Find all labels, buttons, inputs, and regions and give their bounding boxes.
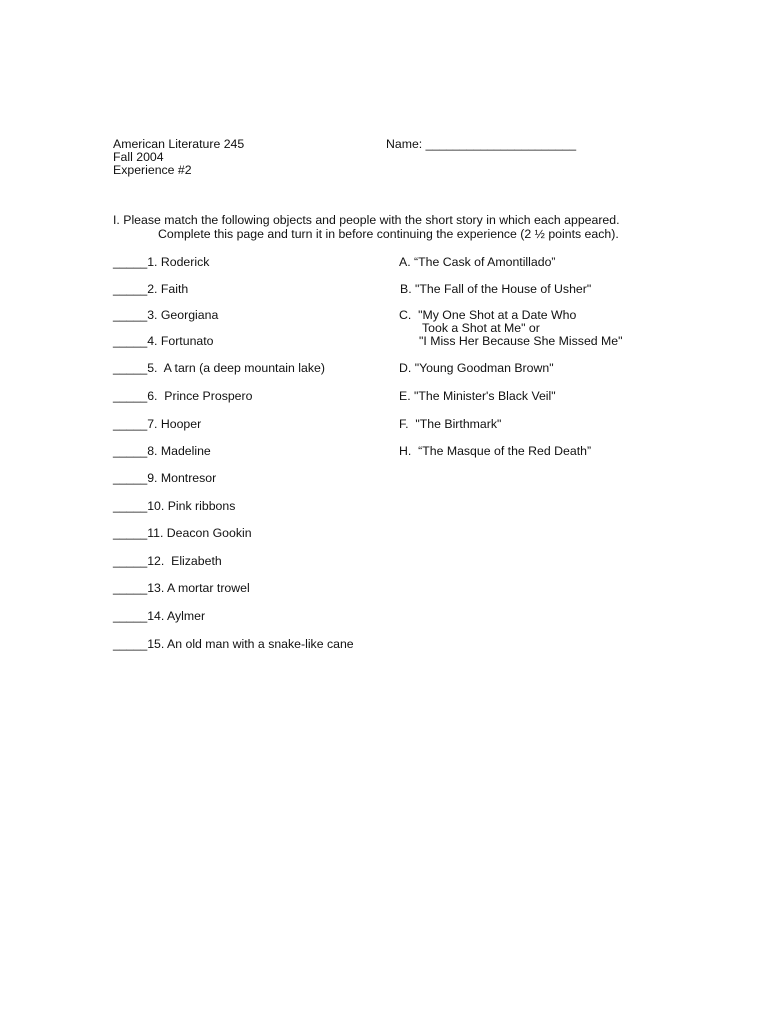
story-c-line-2: Took a Shot at Me" or bbox=[422, 321, 540, 335]
term-label: Fall 2004 bbox=[113, 150, 164, 164]
list-item[interactable]: _____15. An old man with a snake-like cane bbox=[113, 637, 354, 651]
list-item[interactable]: _____8. Madeline bbox=[113, 444, 211, 458]
list-item[interactable]: _____9. Montresor bbox=[113, 471, 217, 485]
list-item[interactable]: _____14. Aylmer bbox=[113, 609, 206, 623]
story-c-line-3: "I Miss Her Because She Missed Me" bbox=[419, 334, 623, 348]
story-d: D. "Young Goodman Brown" bbox=[399, 361, 554, 375]
list-item[interactable]: _____2. Faith bbox=[113, 282, 189, 296]
story-f: F. "The Birthmark" bbox=[399, 417, 502, 431]
list-item[interactable]: _____13. A mortar trowel bbox=[113, 581, 250, 595]
story-a: A. “The Cask of Amontillado” bbox=[399, 255, 556, 269]
list-item[interactable]: _____5. A tarn (a deep mountain lake) bbox=[113, 361, 325, 375]
name-field[interactable]: Name: ______________________ bbox=[386, 137, 577, 151]
story-h: H. “The Masque of the Red Death” bbox=[399, 444, 592, 458]
list-item[interactable]: _____11. Deacon Gookin bbox=[113, 526, 252, 540]
list-item[interactable]: _____7. Hooper bbox=[113, 417, 202, 431]
story-b: B. "The Fall of the House of Usher" bbox=[400, 282, 592, 296]
instructions-line-2: Complete this page and turn it in before continuing the experience (2 ½ points each). bbox=[158, 227, 619, 241]
list-item[interactable]: _____3. Georgiana bbox=[113, 308, 219, 322]
list-item[interactable]: _____12. Elizabeth bbox=[113, 554, 222, 568]
course-title: American Literature 245 bbox=[113, 137, 245, 151]
list-item[interactable]: _____10. Pink ribbons bbox=[113, 499, 236, 513]
assignment-label: Experience #2 bbox=[113, 163, 192, 177]
list-item[interactable]: _____1. Roderick bbox=[113, 255, 210, 269]
story-e: E. "The Minister's Black Veil" bbox=[399, 389, 556, 403]
instructions-line-1: I. Please match the following objects and people with the short story in which each appeared. bbox=[113, 213, 620, 227]
list-item[interactable]: _____4. Fortunato bbox=[113, 334, 214, 348]
story-c-line-1: C. "My One Shot at a Date Who bbox=[399, 308, 577, 322]
list-item[interactable]: _____6. Prince Prospero bbox=[113, 389, 253, 403]
